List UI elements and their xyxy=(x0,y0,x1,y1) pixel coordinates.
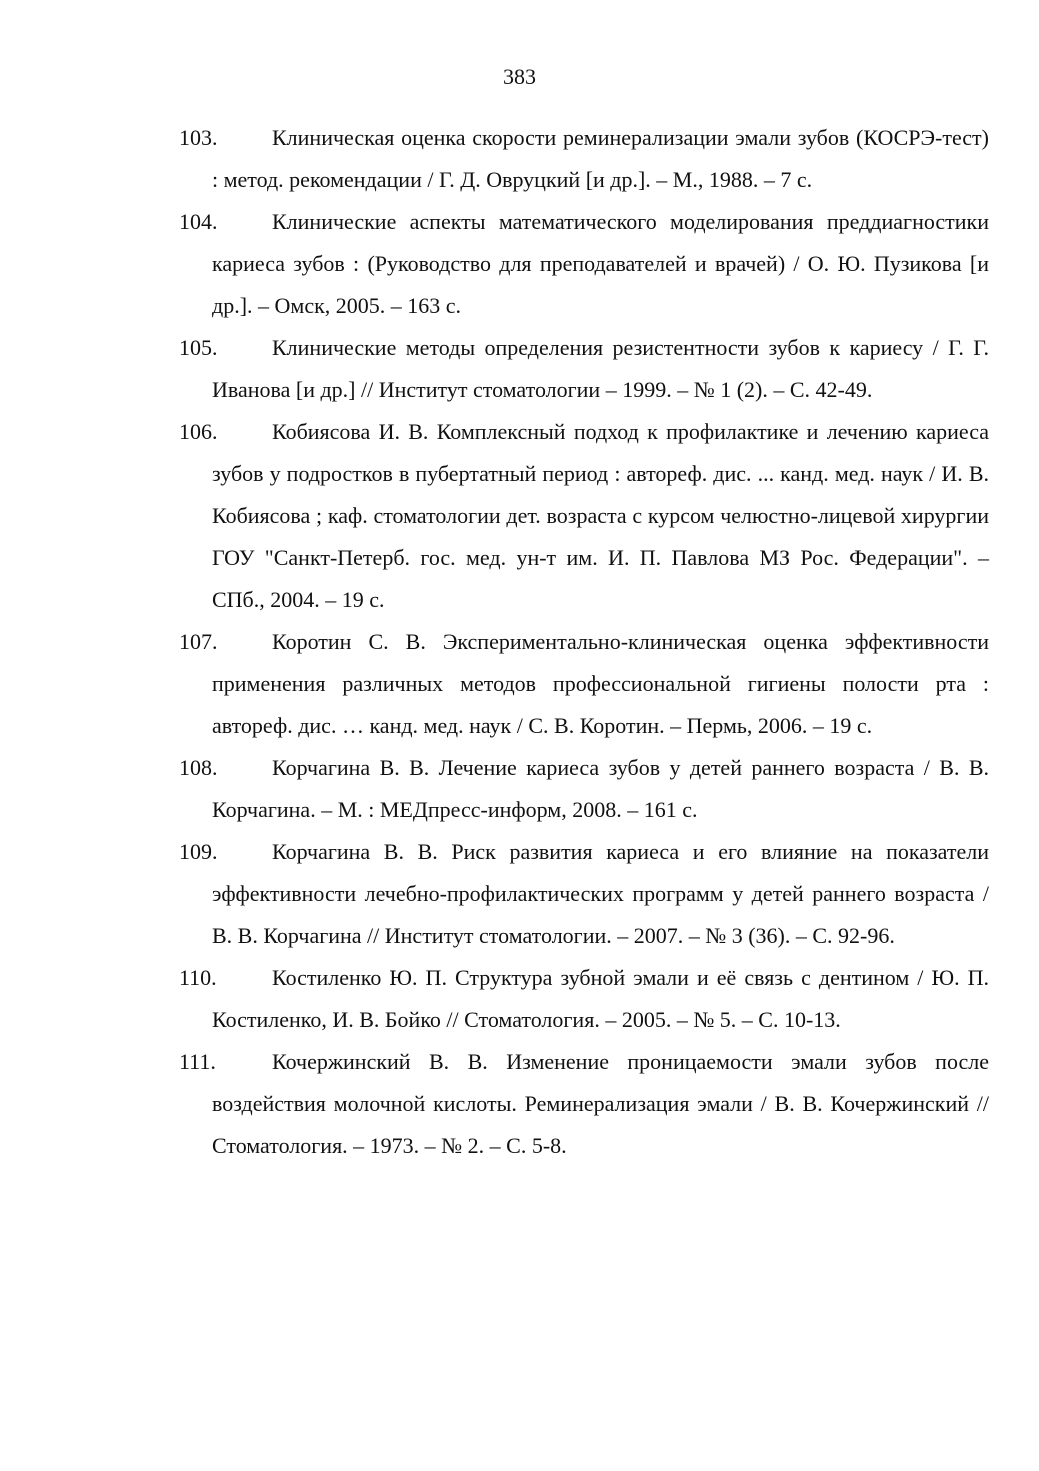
reference-item xyxy=(179,327,989,411)
reference-item xyxy=(179,201,989,327)
reference-text: Кочержинский В. В. Изменение проницаемости эмали зубов после воздействия молочной кислоты. Реминерализация эмали / В. В. Кочержинский // Стоматология. – 1973. – № 2. – С. 5-8. xyxy=(212,1049,989,1158)
reference-text: Корчагина В. В. Риск развития кариеса и его влияние на показатели эффективности лечебно-профилактических программ у детей раннего возраста / В. В. Корчагина // Институт стоматологии. – 2007. – № 3 (36). – С. 92-96. xyxy=(212,839,989,948)
reference-text: Клинические методы определения резистентности зубов к кариесу / Г. Г. Иванова [и др.] // Институт стоматологии – 1999. – № 1 (2). – С. 42-49. xyxy=(212,335,989,402)
reference-number: 109. xyxy=(179,839,218,864)
reference-number: 106. xyxy=(179,419,218,444)
reference-text: Кобиясова И. В. Комплексный подход к профилактике и лечению кариеса зубов у подростков в пубертатный период : автореф. дис. ... канд. мед. наук / И. В. Кобиясова ; каф. стоматологии дет. возраста с курсом челюстно-лицевой хирургии ГОУ "Санкт-Петерб. гос. мед. ун-т им. И. П. Павлова МЗ Рос. Федерации". – СПб., 2004. – 19 с. xyxy=(212,419,989,612)
reference-text: Клиническая оценка скорости реминерализации эмали зубов (КОСРЭ-тест) : метод. рекомендации / Г. Д. Овруцкий [и др.]. – М., 1988. – 7 с. xyxy=(212,125,989,192)
reference-item xyxy=(179,117,989,201)
reference-number: 103. xyxy=(179,125,218,150)
reference-number: 111. xyxy=(179,1049,216,1074)
reference-text: Костиленко Ю. П. Структура зубной эмали и её связь с дентином / Ю. П. Костиленко, И. В. Бойко // Стоматология. – 2005. – № 5. – С. 10-13. xyxy=(212,965,989,1032)
reference-number: 107. xyxy=(179,629,218,654)
reference-number: 110. xyxy=(179,965,217,990)
reference-item xyxy=(179,621,989,747)
reference-item xyxy=(179,957,989,1041)
reference-text: Корчагина В. В. Лечение кариеса зубов у детей раннего возраста / В. В. Корчагина. – М. : МЕДпресс-информ, 2008. – 161 с. xyxy=(212,755,989,822)
reference-number: 105. xyxy=(179,335,218,360)
reference-text: Клинические аспекты математического моделирования преддиагностики кариеса зубов : (Руководство для преподавателей и врачей) / О. Ю. Пузикова [и др.]. – Омск, 2005. – 163 с. xyxy=(212,209,989,318)
reference-item xyxy=(179,411,989,621)
reference-list xyxy=(179,117,989,1167)
reference-item xyxy=(179,747,989,831)
reference-number: 108. xyxy=(179,755,218,780)
reference-text: Коротин С. В. Экспериментально-клиническая оценка эффективности применения различных методов профессиональной гигиены полости рта : автореф. дис. … канд. мед. наук / С. В. Коротин. – Пермь, 2006. – 19 с. xyxy=(212,629,989,738)
page-number: 383 xyxy=(503,64,536,89)
reference-item xyxy=(179,831,989,957)
reference-number: 104. xyxy=(179,209,218,234)
reference-item xyxy=(179,1041,989,1167)
